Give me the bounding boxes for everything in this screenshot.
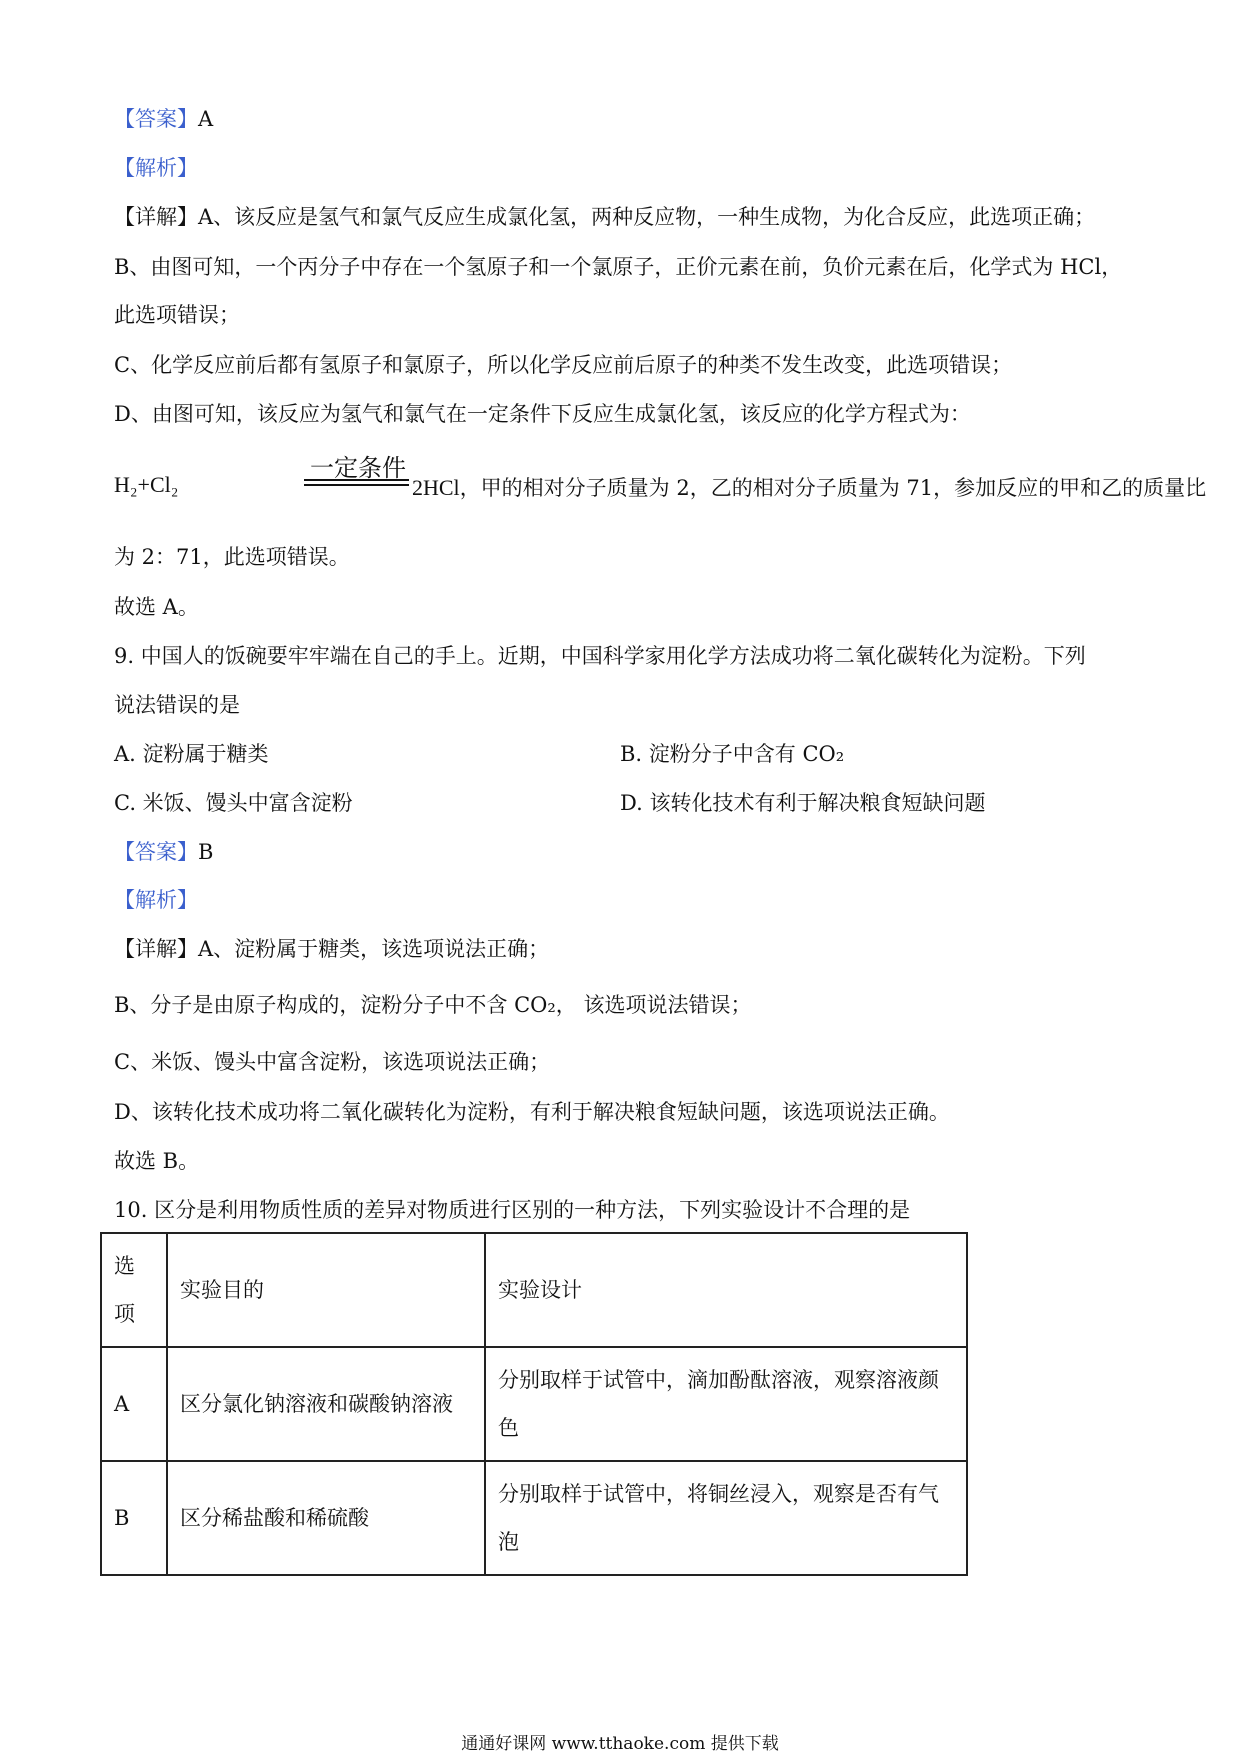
q8-detail-line-5: D、由图可知，该反应为氢气和氯气在一定条件下反应生成氯化氢，该反应的化学方程式为：: [114, 402, 971, 426]
q10-stem: 10. 区分是利用物质性质的差异对物质进行区别的一种方法，下列实验设计不合理的是: [114, 1198, 911, 1222]
q8-analysis-label: 【解析】: [114, 156, 198, 180]
equation-after-text: ，甲的相对分子质量为 2，乙的相对分子质量为 71，参加反应的甲和乙的质量比: [459, 476, 1207, 500]
answer-value: B: [198, 840, 214, 864]
q8-detail-line-3: 此选项错误；: [114, 303, 240, 327]
equation-reactants: H₂+Cl₂: [114, 472, 179, 497]
q9-stem-line-1: 9. 中国人的饭碗要牢牢端在自己的手上。近期，中国科学家用化学方法成功将二氧化碳转化为淀粉。下列: [114, 644, 1086, 668]
table-row: [101, 1347, 967, 1461]
header-design: 实验设计: [485, 1233, 967, 1347]
q9-detail-line-4: D、该转化技术成功将二氧化碳转化为淀粉，有利于解决粮食短缺问题，该选项说法正确。: [114, 1100, 950, 1124]
q8-detail-line-4: C、化学反应前后都有氢原子和氯原子，所以化学反应前后原子的种类不发生改变，此选项错误；: [114, 353, 1013, 377]
equation-bar-bottom: [304, 484, 409, 486]
answer-label: 【答案】: [114, 107, 198, 131]
equation-tail: [412, 472, 1206, 502]
equation-bar-top: [304, 479, 409, 481]
header-option: 选项: [101, 1233, 167, 1347]
row-design: 分别取样于试管中，滴加酚酞溶液，观察溶液颜色: [485, 1347, 967, 1461]
table-row: [101, 1461, 967, 1575]
equation-condition: 一定条件: [310, 454, 406, 482]
equation-product: 2HCl: [412, 475, 460, 500]
answer-label: 【答案】: [114, 840, 198, 864]
q9-answer-line: [114, 837, 213, 867]
q9-conclusion: 故选 B。: [114, 1149, 200, 1173]
q9-analysis-label: 【解析】: [114, 888, 198, 912]
table-header-row: [101, 1233, 967, 1347]
chemical-equation: [114, 446, 1214, 502]
row-purpose: 区分氯化钠溶液和碳酸钠溶液: [167, 1347, 485, 1461]
q8-conclusion: 故选 A。: [114, 595, 199, 619]
q8-detail-line-2: B、由图可知，一个丙分子中存在一个氢原子和一个氯原子，正价元素在前，负价元素在后，化学式为 HCl，: [114, 255, 1123, 279]
q9-option-a: A. 淀粉属于糖类: [114, 742, 269, 766]
row-purpose: 区分稀盐酸和稀硫酸: [167, 1461, 485, 1575]
q9-detail-line-2: B、分子是由原子构成的，淀粉分子中不含 CO₂， 该选项说法错误；: [114, 993, 752, 1017]
q9-detail-line-3: C、米饭、馒头中富含淀粉，该选项说法正确；: [114, 1050, 551, 1074]
answer-value: A: [198, 107, 214, 131]
q9-option-c: C. 米饭、馒头中富含淀粉: [114, 791, 353, 815]
row-design: 分别取样于试管中，将铜丝浸入，观察是否有气泡: [485, 1461, 967, 1575]
row-option: B: [101, 1461, 167, 1575]
q9-option-b: B. 淀粉分子中含有 CO₂: [620, 742, 845, 766]
row-option: A: [101, 1347, 167, 1461]
q8-detail-line-6: 为 2：71，此选项错误。: [114, 545, 350, 569]
experiment-table: [100, 1232, 968, 1576]
header-purpose: 实验目的: [167, 1233, 485, 1347]
q9-stem-line-2: 说法错误的是: [114, 693, 240, 717]
page-footer: 通通好课网 www.tthaoke.com 提供下载: [461, 1734, 779, 1754]
q9-option-d: D. 该转化技术有利于解决粮食短缺问题: [620, 791, 986, 815]
q8-detail-line-1: 【详解】A、该反应是氢气和氯气反应生成氯化氢，两种反应物，一种生成物，为化合反应，此选项正确；: [114, 205, 1096, 229]
q8-answer-line: [114, 104, 213, 134]
q9-detail-line-1: 【详解】A、淀粉属于糖类，该选项说法正确；: [114, 937, 550, 961]
